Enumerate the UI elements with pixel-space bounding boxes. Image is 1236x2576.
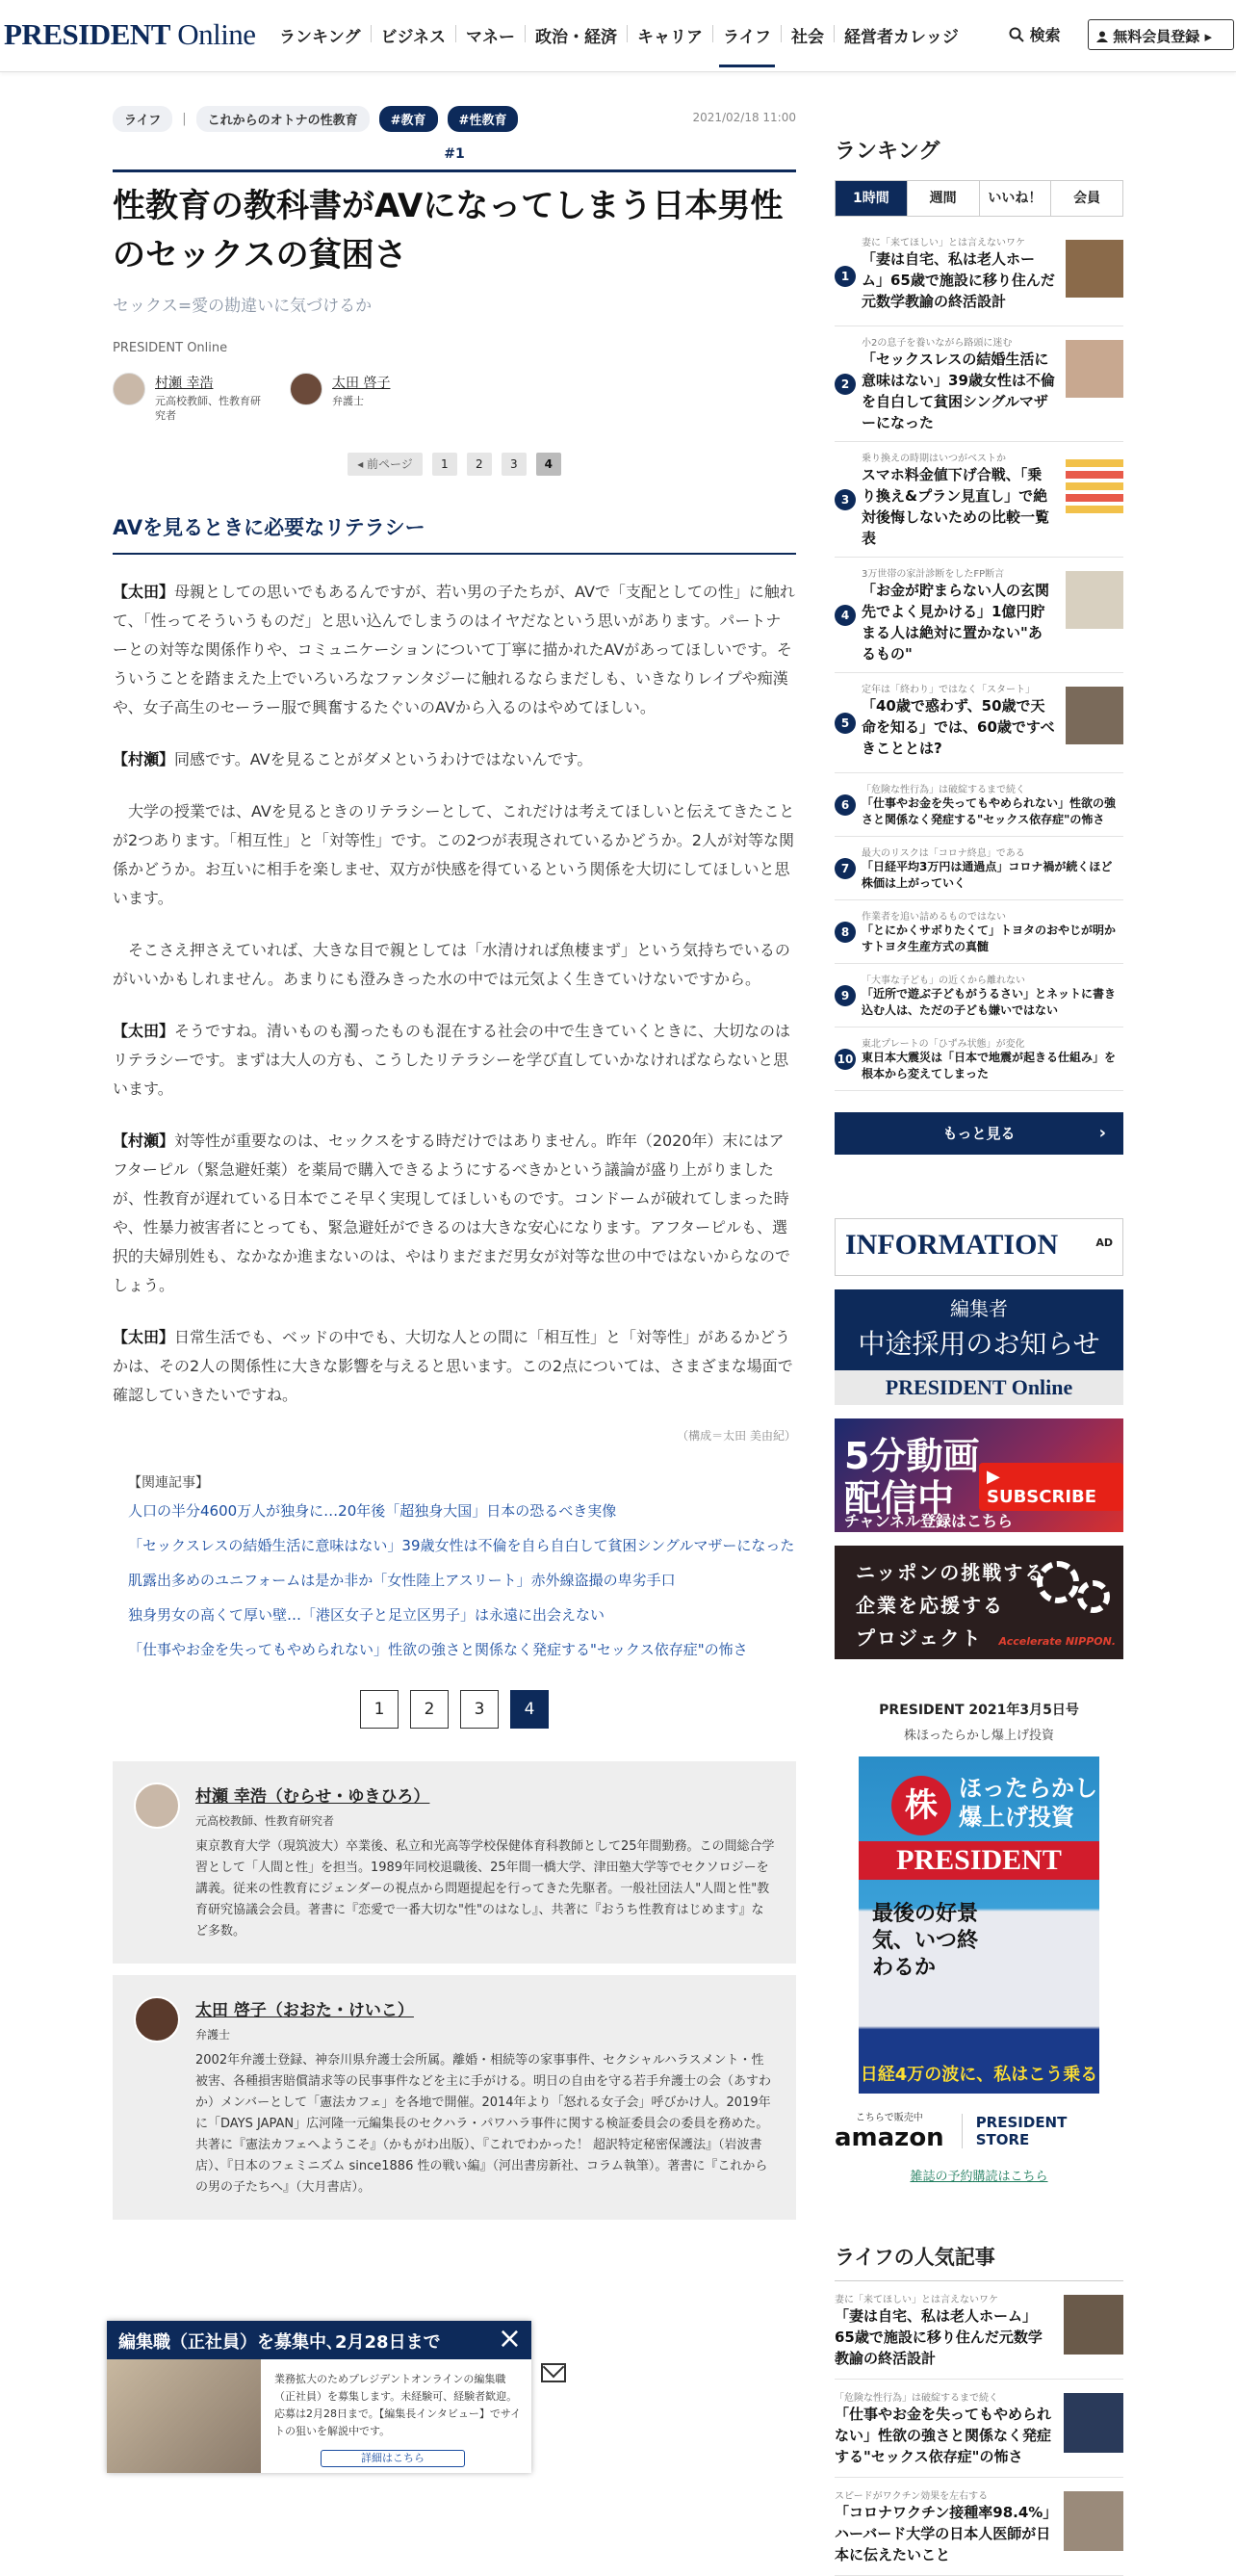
recruit-popup (107, 2321, 531, 2473)
ranking-item[interactable] (835, 1028, 1123, 1091)
recruit-image (107, 2359, 261, 2473)
ranking-title-text: 「仕事やお金を失ってもやめられない」性欲の強さと関係なく発症する"セックス依存症"の怖さ (862, 796, 1117, 826)
signup-label: 無料会員登録 (1113, 28, 1200, 45)
paragraph-text: そこさえ押さえていれば、大きな目で親としては「水清ければ魚棲まず」という気持ちでいるのがいいかもしれません。あまりにも澄みきった水の中では元気よく生きていけないですから。 (113, 940, 790, 988)
recruitment-banner[interactable] (835, 1289, 1123, 1405)
pager-bottom (113, 1690, 796, 1729)
popular-thumbnail (1064, 2295, 1123, 2355)
related-heading: 【関連記事】 (128, 1474, 209, 1491)
rank-number: 5 (835, 713, 856, 734)
recruit-title: 編集職（正社員）を募集中､2月28日まで (118, 2332, 441, 2353)
popular-kicker: スピードがワクチン効果を左右する (835, 2491, 989, 2502)
article-source: PRESIDENT Online (113, 341, 228, 355)
article-credit: （構成＝太田 美由紀） (677, 1428, 796, 1443)
avatar (113, 373, 145, 405)
article-date: 2021/02/18 11:00 (692, 111, 796, 124)
article-paragraph (113, 936, 796, 994)
rank-number: 1 (835, 266, 856, 287)
rank-number: 6 (835, 794, 856, 816)
article (113, 106, 796, 2220)
author-card[interactable] (113, 373, 270, 424)
page-link[interactable]: 1 (432, 453, 457, 476)
banner-line: ニッポンの挑戦する (856, 1561, 1046, 1584)
pager-top (113, 453, 796, 476)
nav-life[interactable]: ライフ (713, 23, 781, 52)
ranking-item[interactable] (835, 900, 1123, 964)
page-link[interactable]: 3 (460, 1690, 499, 1729)
ranking-thumbnail (1066, 240, 1123, 298)
ranking-thumbnail (1066, 687, 1123, 744)
popular-title: ライフの人気記事 (835, 2242, 1123, 2281)
profile-role: 元高校教師、性教育研究者 (195, 1813, 335, 1828)
information-title: INFORMATION (845, 1229, 1059, 1261)
prev-page-label: 前ページ (367, 456, 413, 471)
main-nav (270, 23, 968, 52)
ranking-title-text: スマホ料金値下げ合戦、「乗り換え&プラン見直し」で絶対後悔しないための比較一覧表 (862, 466, 1050, 547)
amazon-link[interactable] (835, 2109, 944, 2152)
article-paragraph (113, 1323, 796, 1410)
banner-line: 配信中 (844, 1477, 955, 1520)
author-role: 元高校教師、性教育研究者 (155, 395, 261, 423)
speaker: 【太田】 (113, 1021, 175, 1040)
ranking-item[interactable] (835, 837, 1123, 900)
article-paragraph (113, 1127, 796, 1300)
search-icon (1009, 27, 1024, 42)
ranking-title-text: 「お金が貯まらない人の玄関先でよく見かける」1億円貯まる人は絶対に置かない"あるもの" (862, 582, 1050, 663)
tag-category[interactable]: ライフ (113, 106, 172, 132)
rank-number: 10 (835, 1049, 856, 1070)
avatar (134, 1782, 180, 1829)
rank-number: 2 (835, 374, 856, 395)
paragraph-text: 対等性が重要なのは、セックスをする時だけではありません。昨年（2020年）末にはアフターピル（緊急避妊薬）を薬局で購入できるようにするべきかという議論が盛り上がりましたが、性教育が遅れている日本でこそ早く実現してほしいものです。コンドームが破れてしまった時や、性暴力被害者にとっても、緊急避妊ができるのは大きな安心になります。アフターピルも、選択的夫婦別姓も、なかなか進まないのは、やはりまだまだ男女が対等な世の中ではないからなのでしょう。 (113, 1131, 791, 1294)
popular-item[interactable] (835, 2380, 1123, 2478)
chevron-left-icon: ◂ (357, 456, 368, 471)
banner-line: 編集者 (950, 1297, 1008, 1320)
ranking-item[interactable] (835, 226, 1123, 326)
gear-icon (1077, 1580, 1110, 1613)
author-profile (113, 1975, 796, 2220)
article-tags (113, 106, 796, 131)
rank-number: 9 (835, 985, 856, 1006)
popular-thumbnail (1064, 2491, 1123, 2551)
tab-weekly[interactable]: 週間 (908, 181, 980, 216)
mail-icon[interactable] (541, 2363, 566, 2382)
user-icon (1096, 31, 1108, 42)
tab-hourly[interactable]: 1時間 (836, 181, 908, 216)
ranking-title-text: 「セックスレスの結婚生活に意味はない」39歳女性は不倫を自白して貧困シングルマザーになった (862, 351, 1055, 431)
play-icon: ▶ (987, 1467, 1000, 1487)
ranking-item[interactable] (835, 673, 1123, 773)
ranking-item[interactable] (835, 773, 1123, 837)
search-label: 検索 (1029, 26, 1061, 44)
banner-brand: PRESIDENT Online (835, 1370, 1123, 1405)
article-paragraph (113, 745, 796, 774)
ranking-title: ランキング (835, 140, 940, 164)
speaker: 【村瀬】 (113, 749, 175, 768)
banner-line: 企業を応援する (856, 1594, 1004, 1617)
article-paragraph (113, 578, 796, 722)
logo-text: PRESIDENT (4, 17, 170, 51)
nav-politics[interactable]: 政治・経済 (535, 28, 617, 47)
ranking-title-text: 「近所で遊ぶ子どもがうるさい」とネットに書き込む人は、ただの子ども嫌いではない (862, 987, 1117, 1017)
search-button[interactable] (1009, 23, 1061, 45)
speaker: 【太田】 (113, 1327, 175, 1346)
profile-name[interactable]: 太田 啓子（おおた・けいこ） (195, 2000, 414, 2020)
gear-icon (1037, 1561, 1079, 1603)
nav-ranking[interactable]: ランキング (279, 28, 361, 47)
ranking-item[interactable] (835, 442, 1123, 558)
profile-role: 弁護士 (195, 2027, 231, 2042)
recruit-text: 業務拡大のためプレジデントオンラインの編集職（正社員）を募集します。未経験可、経験者歓迎。応募は2月28日まで。【編集長インタビュー】でサイトの狙いを解説中です。 (274, 2373, 522, 2437)
recruit-details-button[interactable]: 詳細はこちら (321, 2450, 465, 2467)
banner-line: プロジェクト (856, 1626, 983, 1650)
related-link[interactable]: 肌露出多めのユニフォームは是か非か「女性陸上アスリート」赤外線盗撮の卑劣手口 (128, 1571, 676, 1589)
recruit-header (107, 2321, 531, 2359)
banner-tagline: Accelerate NIPPON. (998, 1635, 1116, 1648)
ranking-item[interactable] (835, 326, 1123, 442)
speaker: 【村瀬】 (113, 1131, 175, 1150)
rank-number: 4 (835, 605, 856, 626)
nav-college[interactable]: 経営者カレッジ (843, 28, 959, 47)
president-store-link[interactable]: PRESIDENT STORE (962, 2114, 1123, 2148)
paragraph-text: 大学の授業では、AVを見るときのリテラシーとして、これだけは考えてほしいと伝えてきたことが2つあります。「相互性」と「対等性」です。この2つが表現されているかどうか。2人が対等な関係かどうか。お互いに相手を楽しませ、双方が快感を得ているという関係を大切にしてほしいと思います。 (113, 801, 795, 907)
tag-divider: | (182, 111, 187, 126)
subscribe-badge (979, 1463, 1123, 1511)
ranking-list (835, 226, 1123, 1091)
related-link[interactable]: 独身男女の高くて厚い壁…「港区女子と足立区男子」は永遠に出会えない (128, 1605, 605, 1624)
avatar (290, 373, 322, 405)
paragraph-text: 日常生活でも、ベッドの中でも、大切な人との間に「相互性」と「対等性」があるかどうかは、その2人の関係性に大きな影響を与えると思います。この2点については、さまざまな場面で確認していきたいですね。 (113, 1327, 793, 1404)
sidebar (835, 135, 1123, 2576)
ranking-item[interactable] (835, 558, 1123, 673)
cover-brand: PRESIDENT (859, 1841, 1099, 1880)
more-button[interactable] (835, 1112, 1123, 1155)
store-caption: こちらで販売中 (855, 2113, 923, 2123)
rank-number: 7 (835, 858, 856, 879)
store-links (835, 2109, 1123, 2152)
article-paragraph (113, 797, 796, 913)
banner-line: 5分動画 (844, 1435, 980, 1477)
author-name[interactable]: 太田 啓子 (332, 376, 391, 391)
popular-title-text: 「仕事やお金を失ってもやめられない」性欲の強さと関係なく発症する"セックス依存症"の怖さ (835, 2406, 1052, 2465)
author-profile (113, 1761, 796, 1964)
cover-kabu: 株 (891, 1776, 951, 1835)
rank-number: 3 (835, 489, 856, 510)
ranking-kicker: 定年は「終わり」ではなく「スタート」 (862, 685, 1035, 695)
chevron-right-icon: ▸ (1204, 28, 1213, 45)
ranking-title-text: 東日本大震災は「日本で地震が起きる仕組み」を根本から変えてしまった (862, 1051, 1117, 1080)
ranking-title-text: 「とにかくサボりたくて」トヨタのおやじが明かすトヨタ生産方式の真髄 (862, 924, 1117, 953)
author-list (113, 373, 796, 424)
related-articles (113, 1472, 796, 1661)
tag-hashtag[interactable]: #性教育 (448, 106, 519, 132)
chevron-right-icon: › (1098, 1123, 1106, 1143)
article-subtitle: セックス=愛の勘違いに気づけるか (113, 297, 373, 316)
author-role: 弁護士 (332, 395, 364, 407)
paragraph-text: そうですね。清いものも濁ったものも混在する社会の中で生きていくときに、大切なのはリテラシーです。まずは大人の方も、こうしたリテラシーを学び直していかなければならないと思います。 (113, 1021, 791, 1098)
ranking-thumbnail (1066, 455, 1123, 513)
nav-business[interactable]: ビジネス (380, 28, 446, 47)
related-link[interactable]: 人口の半分4600万人が独身に…20年後「超独身大国」日本の恐るべき実像 (128, 1501, 617, 1520)
section-heading: AVを見るときに必要なリテラシー (113, 512, 796, 555)
magazine-cover[interactable] (859, 1756, 1099, 2094)
avatar (134, 1996, 180, 2043)
magazine-issue: PRESIDENT 2021年3月5日号 (879, 1703, 1079, 1718)
recruitment-banner-top (835, 1289, 1123, 1370)
ranking-kicker: 妻に「来てほしい」とは言えないワケ (862, 238, 1025, 248)
tab-members[interactable]: 会員 (1073, 191, 1101, 206)
ranking-title-text: 「40歳で惑わず、50歳で天命を知る」では、60歳ですべきこととは? (862, 697, 1055, 757)
ranking-title-text: 「日経平均3万円は通過点」コロナ禍が続くほど株価は上がっていく (862, 860, 1113, 890)
video-banner[interactable] (835, 1418, 1123, 1532)
ranking-thumbnail (1066, 571, 1123, 629)
magazine-tagline: 株ほったらかし爆上げ投資 (903, 1729, 1054, 1743)
profile-bio: 2002年弁護士登録、神奈川県弁護士会所属。離婚・相続等の家事事件、セクシャルハラスメント・性被害、各種損害賠償請求等の民事事件などを主に手がける。明日の自由を守る若手弁護士の会（あすわか）メンバーとして「憲法カフェ」を各地で開催。2014年より「怒れる女子会」呼びかけ人。2019年に「DAYS JAPAN」広河隆一元編集長のセクハラ・パワハラ事件に関する検証委員会の委員を務めた。共著に『憲法カフェへようこそ』（かもがわ出版）、『これでわかった！ 超訳特定秘密保護法』（岩波書店）、『日本のフェミニズム since1886 性の戦い編』（河出書房新社、コラム執筆）。著書に『これからの男の子たちへ』（大月書店）。 (195, 2052, 772, 2195)
author-name[interactable]: 村瀬 幸浩 (155, 376, 214, 391)
tab-likes[interactable]: いいね！ (980, 181, 1052, 216)
profile-name[interactable]: 村瀬 幸浩（むらせ・ゆきひろ） (195, 1786, 430, 1807)
rank-number: 8 (835, 922, 856, 943)
popular-kicker: 「危険な性行為」は破綻するまで続く (835, 2393, 998, 2404)
page-link[interactable]: 1 (360, 1690, 399, 1729)
ranking-kicker: 東北プレートの「ひずみ状態」が変化 (862, 1039, 1025, 1050)
signup-button[interactable] (1088, 19, 1234, 50)
article-paragraph (113, 1017, 796, 1104)
related-link[interactable]: 「セックスレスの結婚生活に意味はない」39歳女性は不倫を自ら自白して貧困シングルマザーになった (128, 1536, 795, 1554)
cover-bottom-line: 日経4万の波に、私はこう乗る (860, 2065, 1098, 2085)
page-link[interactable]: 2 (467, 453, 492, 476)
page-link[interactable]: 2 (410, 1690, 449, 1729)
site-logo[interactable] (4, 17, 256, 52)
ranking-kicker: 3万世帯の家計診断をしたFP断言 (862, 569, 1005, 580)
paragraph-text: 母親としての思いでもあるんですが、若い男の子たちが、AVで「支配としての性」に触れて、「性ってそういうものだ」と思い込んでしまうのはイヤだなという思いがあります。パートナーとの対等な関係作りや、コミュニケーションについて丁寧に描かれたAVがあってほしいです。そういうことを踏まえた上でいろいろなファンタジーに触れるならまだしも、いきなりレイプや痴漢や、女子高生のセーラー服で興奮するたぐいのAVから入るのはやめてほしい。 (113, 582, 795, 716)
tag-hashtag[interactable]: #教育 (379, 106, 438, 132)
popular-title-text: 「コロナワクチン接種率98.4%」ハーバード大学の日本人医師が日本に伝えたいこと (835, 2504, 1051, 2563)
popular-thumbnail (1064, 2393, 1123, 2453)
ranking-kicker: 乗り換えの時期はいつがベストか (862, 454, 1006, 464)
popular-kicker: 妻に「来てほしい」とは言えないワケ (835, 2295, 998, 2305)
ad-label: AD (1095, 1236, 1113, 1249)
cover-feature: 最後の好景気、いつ終わるか (872, 1902, 979, 1980)
ranking-number: #1 (444, 146, 465, 162)
popular-title-text: 「妻は自宅、私は老人ホーム」65歳で施設に移り住んだ元数学教諭の終活設計 (835, 2307, 1043, 2367)
profile-bio: 東京教育大学（現筑波大）卒業後、私立和光高等学校保健体育科教師として25年間勤務。この間総合学習として「人間と性」を担当。1989年同校退職後、25年間一橋大学、津田塾大学等でセクソロジーを講義。従来の性教育にジェンダーの視点から問題提起を行ってきた先駆者。一般社団法人"人間と性"教育研究協議会会員。著書に『恋愛で一番大切な"性"のはなし』、共著に『おうち性教育はじめます』など多数。 (195, 1838, 775, 1939)
magazine-promo (835, 1700, 1123, 2184)
ranking-kicker: 作業者を追い詰めるものではない (862, 912, 1006, 923)
ranking-kicker: 「大事な子ども」の近くから離れない (862, 976, 1025, 986)
close-icon[interactable]: × (497, 2322, 522, 2355)
title-rule (113, 169, 796, 172)
popular-articles (835, 2242, 1123, 2576)
author-card[interactable] (290, 373, 390, 424)
nav-career[interactable]: キャリア (637, 28, 703, 47)
ranking-kicker: 最大のリスクは「コロナ終息」である (862, 848, 1025, 859)
logo-sub-text: Online (169, 17, 256, 51)
speaker: 【太田】 (113, 582, 175, 601)
ranking-kicker: 小2の息子を養いながら路頭に迷む (862, 338, 1013, 349)
tag-series[interactable]: これからのオトナの性教育 (196, 106, 370, 132)
ranking-title-text: 「妻は自宅、私は老人ホーム」65歳で施設に移り住んだ元数学教諭の終活設計 (862, 250, 1055, 310)
popular-item[interactable] (835, 2281, 1123, 2380)
page-link[interactable]: 3 (502, 453, 527, 476)
subscription-link[interactable]: 雑誌の予約購読はこちら (910, 2170, 1048, 2184)
paragraph-text: 同感です。AVを見ることがダメというわけではないんです。 (174, 749, 593, 768)
prev-page-button[interactable] (348, 453, 423, 476)
ranking-tabs (835, 180, 1123, 217)
amazon-logo: amazon (835, 2123, 944, 2152)
article-title: 性教育の教科書がAVになってしまう日本男性のセックスの貧困さ (113, 187, 784, 274)
information-header (835, 1218, 1123, 1276)
cover-headline: ほったらかし爆上げ投資 (959, 1775, 1097, 1831)
related-link[interactable]: 「仕事やお金を失ってもやめられない」性欲の強さと関係なく発症する"セックス依存症"の怖さ (128, 1640, 748, 1658)
ranking-thumbnail (1066, 340, 1123, 398)
ranking-item[interactable] (835, 964, 1123, 1028)
subscribe-label: SUBSCRIBE (987, 1487, 1097, 1507)
popular-item[interactable] (835, 2478, 1123, 2576)
ranking-kicker: 「危険な性行為」は破綻するまで続く (862, 785, 1025, 795)
nav-society[interactable]: 社会 (790, 28, 824, 47)
nav-money[interactable]: マネー (466, 28, 515, 47)
banner-line: 中途採用のお知らせ (858, 1328, 1100, 1360)
banner-line: チャンネル登録はこちら (844, 1512, 1014, 1530)
more-label: もっと見る (942, 1125, 1016, 1142)
nippon-banner[interactable] (835, 1546, 1123, 1659)
site-header (0, 0, 1236, 72)
page-link-current[interactable]: 4 (536, 453, 561, 476)
page-link-current[interactable]: 4 (510, 1690, 549, 1729)
